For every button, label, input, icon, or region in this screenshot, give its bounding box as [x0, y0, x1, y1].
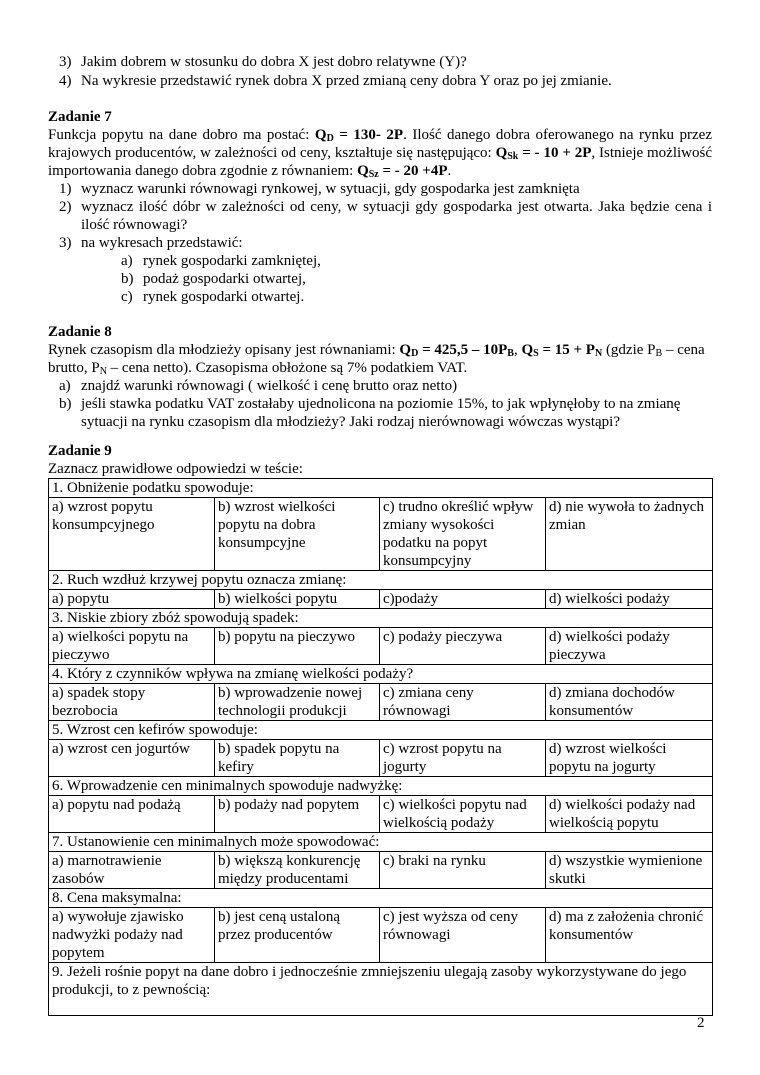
- answer-option[interactable]: b) jest ceną ustaloną przez producentów: [215, 908, 380, 963]
- answer-option[interactable]: d) wzrost wielkości popytu na jogurty: [546, 740, 713, 777]
- question-text: 6. Wprowadzenie cen minimalnych spowoduje nadwyżkę:: [49, 777, 713, 796]
- answer-option[interactable]: d) wszystkie wymienione skutki: [546, 852, 713, 889]
- answer-row: [49, 590, 713, 609]
- list-item: 4) Na wykresie przedstawić rynek dobra X przed zmianą ceny dobra Y oraz po jej zmianie.: [59, 73, 612, 89]
- question-row: [49, 777, 713, 796]
- question-text: 9. Jeżeli rośnie popyt na dane dobro i jednocześnie zmniejszeniu ulegają zasoby wykorzystywane do jego produkcji, to z pewnością:: [49, 963, 713, 1016]
- question-row: [49, 665, 713, 684]
- answer-option[interactable]: a) spadek stopy bezrobocia: [49, 684, 215, 721]
- answer-option[interactable]: b) wielkości popytu: [215, 590, 380, 609]
- answer-option[interactable]: d) nie wywoła to żadnych zmian: [546, 498, 713, 571]
- answer-row: [49, 740, 713, 777]
- question-text: 2. Ruch wzdłuż krzywej popytu oznacza zmianę:: [49, 571, 713, 590]
- answer-option[interactable]: c) wielkości popytu nad wielkością podaży: [380, 796, 546, 833]
- answer-row: [49, 796, 713, 833]
- question-text: 5. Wzrost cen kefirów spowoduje:: [49, 721, 713, 740]
- sub-item: a) rynek gospodarki zamkniętej,: [121, 253, 321, 269]
- question-text: 4. Który z czynników wpływa na zmianę wielkości podaży?: [49, 665, 713, 684]
- sub-item: c) rynek gospodarki otwartej.: [121, 289, 305, 305]
- answer-option[interactable]: a) wywołuje zjawisko nadwyżki podaży nad popytem: [49, 908, 215, 963]
- answer-row: [49, 628, 713, 665]
- question-text: 8. Cena maksymalna:: [49, 889, 713, 908]
- task-title: Zadanie 7: [48, 109, 112, 125]
- question-row: [49, 479, 713, 498]
- question-text: 7. Ustanowienie cen minimalnych może spowodować:: [49, 833, 713, 852]
- answer-row: [49, 684, 713, 721]
- answer-option[interactable]: b) wzrost wielkości popytu na dobra konsumpcyjne: [215, 498, 380, 571]
- task-7: [48, 108, 712, 306]
- answer-option[interactable]: b) podaży nad popytem: [215, 796, 380, 833]
- answer-option[interactable]: c) podaży pieczywa: [380, 628, 546, 665]
- question-text: 1. Obniżenie podatku spowoduje:: [49, 479, 713, 498]
- question-row: [49, 571, 713, 590]
- task-text: Funkcja popytu na dane dobro ma postać: $Q_D = 130-$ 2P. Ilość danego dobra oferowanego na rynku przez krajowych producentów, w zależności od ceny, kształtuje się następująco: $Q_{Sk}$ = - 10 + 2P, Istnieje możliwość importowania danego dobra zgodnie z równaniem: $Q_{Sz}$ = - 20 +4P.: [48, 127, 712, 180]
- task-8: [48, 323, 712, 431]
- task-title: Zadanie 9: [48, 443, 112, 459]
- list-item: 2) wyznacz ilość dóbr w zależności od ceny, w sytuacji gdy gospodarka jest otwarta. Jaka będzie cena i ilość równowagi?: [59, 199, 712, 233]
- quiz-table: [48, 478, 713, 1016]
- task-9-heading: [48, 442, 712, 478]
- answer-option[interactable]: b) wprowadzenie nowej technologii produkcji: [215, 684, 380, 721]
- answer-option[interactable]: a) popytu nad podażą: [49, 796, 215, 833]
- question-row: [49, 721, 713, 740]
- list-item: b) jeśli stawka podatku VAT zostałaby ujednolicona na poziomie 15%, to jak wpłynęłoby to na zmianę sytuacji na rynku czasopism dla młodzieży? Jaki rodzaj nierównowagi wówczas wystąpi?: [59, 396, 681, 430]
- answer-option[interactable]: b) popytu na pieczywo: [215, 628, 380, 665]
- list-item: 3) na wykresach przedstawić:: [59, 235, 243, 251]
- answer-row: [49, 852, 713, 889]
- question-row: [49, 833, 713, 852]
- answer-option[interactable]: c)podaży: [380, 590, 546, 609]
- answer-option[interactable]: c) zmiana ceny równowagi: [380, 684, 546, 721]
- answer-option[interactable]: a) wielkości popytu na pieczywo: [49, 628, 215, 665]
- task-text: Rynek czasopism dla młodzieży opisany jest równaniami: $Q_D = 425,5 - 10P_B$, $Q_S = 15 + P_N$ (gdzie $P_B$ – cena brutto, $P_N$ – cena netto). Czasopisma obłożone są 7% podatkiem VAT.: [48, 342, 705, 377]
- task-title: Zadanie 8: [48, 324, 112, 340]
- answer-option[interactable]: d) wielkości podaży pieczywa: [546, 628, 713, 665]
- answer-option[interactable]: c) trudno określić wpływ zmiany wysokości podatku na popyt konsumpcyjny: [380, 498, 546, 571]
- answer-option[interactable]: a) marnotrawienie zasobów: [49, 852, 215, 889]
- answer-option[interactable]: c) braki na rynku: [380, 852, 546, 889]
- page-number: 2: [697, 1015, 705, 1031]
- answer-option[interactable]: b) większą konkurencję między producentami: [215, 852, 380, 889]
- answer-option[interactable]: b) spadek popytu na kefiry: [215, 740, 380, 777]
- question-row: [49, 963, 713, 1016]
- answer-option[interactable]: c) wzrost popytu na jogurty: [380, 740, 546, 777]
- answer-row: [49, 908, 713, 963]
- answer-option[interactable]: a) popytu: [49, 590, 215, 609]
- task-instruction: Zaznacz prawidłowe odpowiedzi w teście:: [48, 461, 303, 477]
- list-item: a) znajdź warunki równowagi ( wielkość i cenę brutto oraz netto): [59, 378, 458, 394]
- answer-option[interactable]: d) wielkości podaży nad wielkością popytu: [546, 796, 713, 833]
- answer-row: [49, 498, 713, 571]
- answer-option[interactable]: d) zmiana dochodów konsumentów: [546, 684, 713, 721]
- list-item: 1) wyznacz warunki równowagi rynkowej, w sytuacji, gdy gospodarka jest zamknięta: [59, 181, 580, 197]
- question-row: [49, 889, 713, 908]
- answer-option[interactable]: a) wzrost cen jogurtów: [49, 740, 215, 777]
- list-item: 3) Jakim dobrem w stosunku do dobra X jest dobro relatywne (Y)?: [59, 54, 467, 70]
- question-text: 3. Niskie zbiory zbóż spowodują spadek:: [49, 609, 713, 628]
- answer-option[interactable]: c) jest wyższa od ceny równowagi: [380, 908, 546, 963]
- answer-option[interactable]: a) wzrost popytu konsumpcyjnego: [49, 498, 215, 571]
- intro-list: [48, 53, 712, 90]
- answer-option[interactable]: d) wielkości podaży: [546, 590, 713, 609]
- question-row: [49, 609, 713, 628]
- answer-option[interactable]: d) ma z założenia chronić konsumentów: [546, 908, 713, 963]
- sub-item: b) podaż gospodarki otwartej,: [121, 271, 306, 287]
